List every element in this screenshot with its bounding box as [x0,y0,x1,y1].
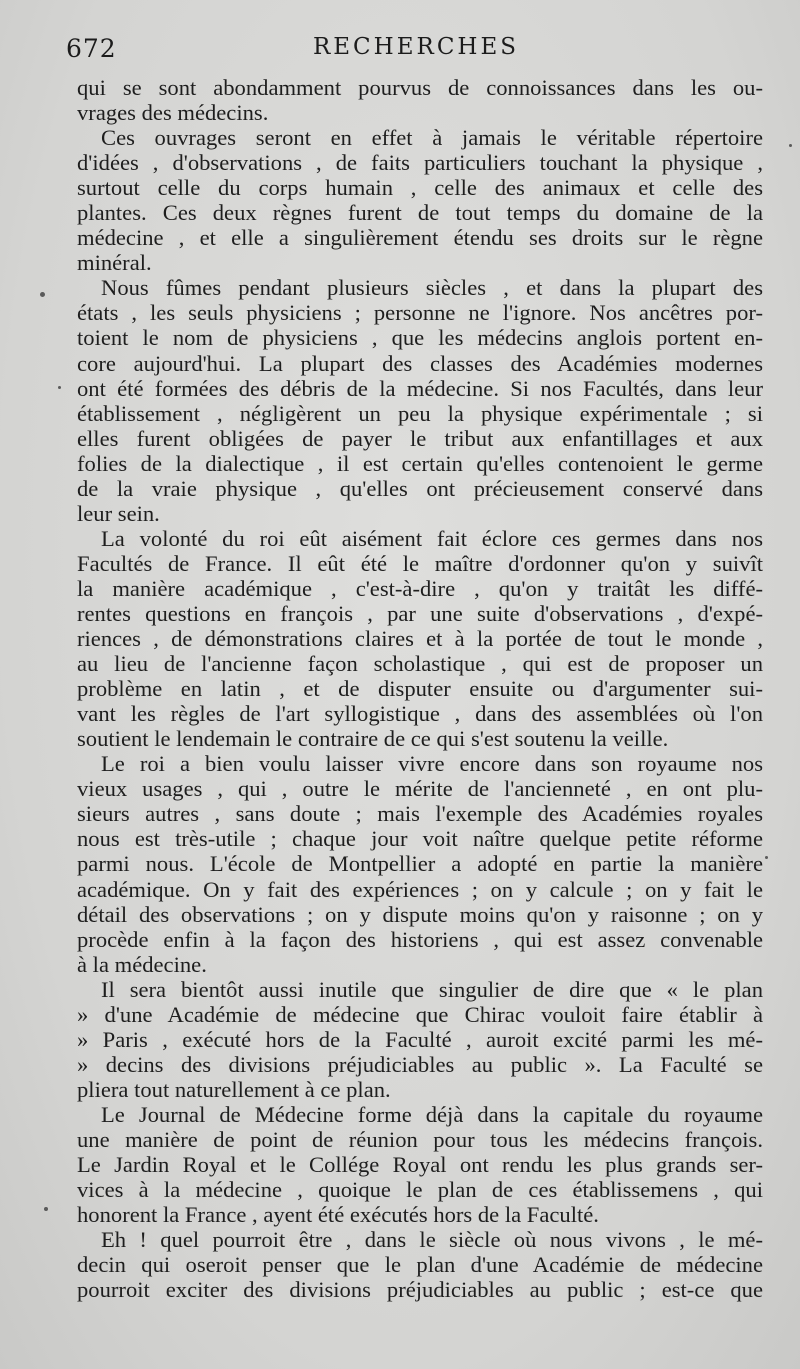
text-line: d'idées , d'observations , de faits particuliers touchant la physique , [77,150,763,176]
text-line: core aujourd'hui. La plupart des classes des Académies modernes [77,350,763,376]
text-line: » Paris , exécuté hors de la Faculté , auroit excité parmi les mé- [77,1026,763,1052]
text-line: à la médecine. [77,951,207,977]
text-line: Il sera bientôt aussi inutile que singulier de dire que « le plan [101,976,763,1002]
text-line: plantes. Ces deux règnes furent de tout temps du domaine de la [77,200,763,226]
text-line: une manière de point de réunion pour tous les médecins françois. [77,1126,763,1152]
text-line: parmi nous. L'école de Montpellier a adopté en partie la manière [77,851,763,877]
paper-speck [58,386,61,389]
running-head [66,30,766,70]
text-line: de la vraie physique , qu'elles ont précieusement conservé dans [77,475,763,501]
text-line: sieurs autres , sans doute ; mais l'exemple des Académies royales [77,801,763,827]
text-line: rentes questions en françois , par une suite d'observations , d'expé- [77,600,763,626]
text-line: détail des observations ; on y dispute moins qu'on y raisonne ; on y [77,901,763,927]
text-line: vrages des médecins. [77,100,269,126]
text-line: honorent la France , ayent été exécutés hors de la Faculté. [77,1202,599,1228]
text-line: académique. On y fait des expériences ; on y calcule ; on y fait le [77,876,763,902]
text-line: pliera tout naturellement à ce plan. [77,1076,391,1102]
text-line: Facultés de France. Il eût été le maître d'ordonner qu'on y suivît [77,550,763,576]
text-line: surtout celle du corps humain , celle des animaux et celle des [77,175,763,201]
text-line: elles furent obligées de payer le tribut aux enfantillages et aux [77,425,763,451]
page-number: 672 [66,34,117,63]
text-line: » d'une Académie de médecine que Chirac vouloit faire établir à [77,1001,763,1027]
text-line: vices à la médecine , quoique le plan de ces établissemens , qui [77,1177,763,1203]
text-line: états , les seuls physiciens ; personne ne l'ignore. Nos ancêtres por- [77,300,763,326]
paper-speck [765,856,768,859]
text-line: la manière académique , c'est-à-dire , qu'on y traitât les diffé- [77,575,763,601]
text-line: soutient le lendemain le contraire de ce qui s'est soutenu la veille. [77,726,669,752]
text-line: decin qui oseroit penser que le plan d'une Académie de médecine [77,1252,763,1278]
text-line: Nous fûmes pendant plusieurs siècles , et dans la plupart des [101,275,763,301]
text-line: au lieu de l'ancienne façon scholastique , qui est de proposer un [77,651,763,677]
text-line: Ces ouvrages seront en effet à jamais le véritable répertoire [101,125,763,151]
text-line: riences , de démonstrations claires et à la portée de tout le monde , [77,626,763,652]
running-title: RECHERCHES [312,34,520,60]
text-line: nous est très-utile ; chaque jour voit naître quelque petite réforme [77,826,763,852]
text-line: vant les règles de l'art syllogistique , dans des assemblées où l'on [77,701,763,727]
body-text [77,75,763,1302]
text-line: ont été formées des débris de la médecine. Si nos Facultés, dans leur [77,375,763,401]
text-line: procède enfin à la façon des historiens , qui est assez convenable [77,926,763,952]
text-line: minéral. [77,250,152,276]
text-line: pourroit exciter des divisions préjudiciables au public ; est-ce que [77,1277,763,1303]
text-line: médecine , et elle a singulièrement étendu ses droits sur le règne [77,225,763,251]
paper-speck [40,292,45,297]
text-line: leur sein. [77,500,160,526]
paper-speck [44,1207,48,1211]
text-line: toient le nom de physiciens , que les médecins anglois portent en- [77,325,763,351]
text-line: Eh ! quel pourroit être , dans le siècle où nous vivons , le mé- [101,1227,763,1253]
text-line: La volonté du roi eût aisément fait éclore ces germes dans nos [101,525,763,551]
text-line: Le Journal de Médecine forme déjà dans la capitale du royaume [101,1101,763,1127]
paper-speck [789,144,792,147]
text-line: Le Jardin Royal et le Collége Royal ont rendu les plus grands ser- [77,1152,763,1178]
text-line: qui se sont abondamment pourvus de connoissances dans les ou- [77,75,763,100]
text-line: Le roi a bien voulu laisser vivre encore dans son royaume nos [101,751,763,777]
text-line: » decins des divisions préjudiciables au public ». La Faculté se [77,1051,763,1077]
text-line: problème en latin , et de disputer ensuite ou d'argumenter sui- [77,676,763,702]
text-line: vieux usages , qui , outre le mérite de l'ancienneté , en ont plu- [77,776,763,802]
text-line: établissement , négligèrent un peu la physique expérimentale ; si [77,400,763,426]
text-line: folies de la dialectique , il est certain qu'elles contenoient le germe [77,450,763,476]
